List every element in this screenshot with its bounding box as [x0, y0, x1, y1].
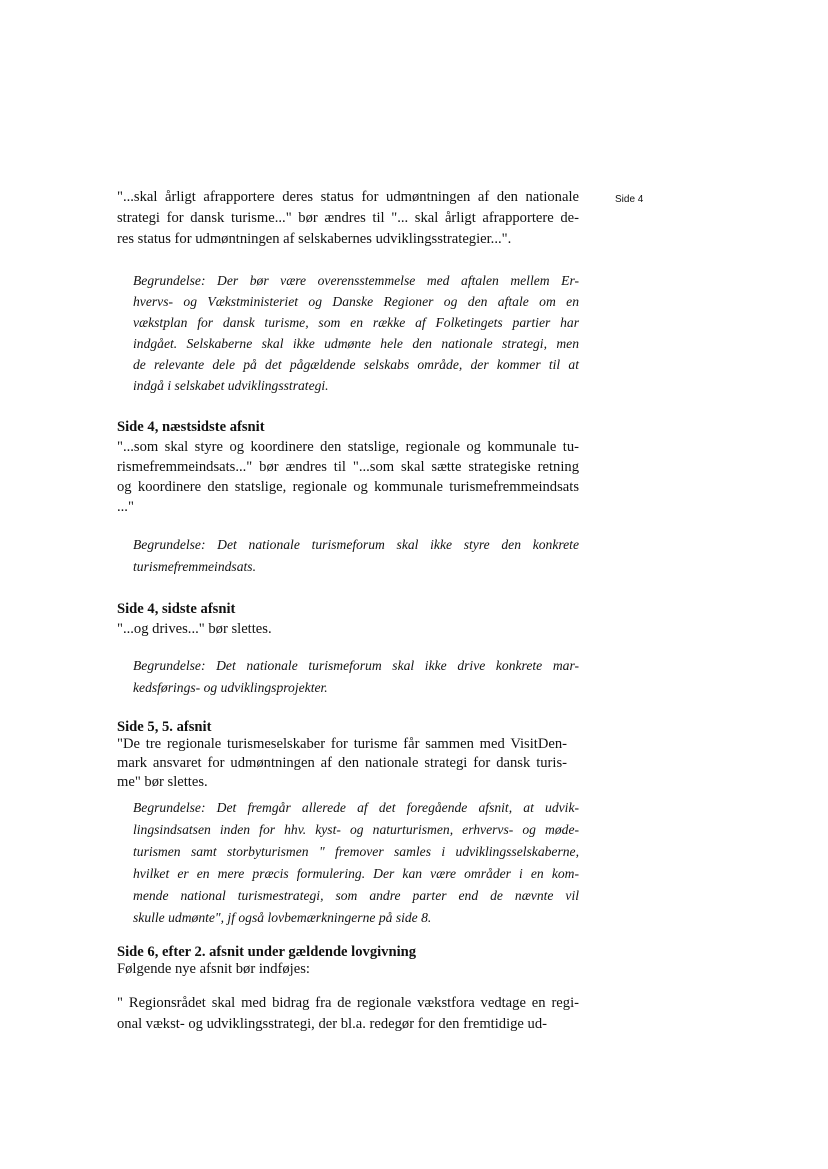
text-line: "...skal årligt afrapportere deres status for udmøntningen af den nationale [117, 189, 579, 205]
body-paragraph [117, 959, 579, 978]
justification-paragraph [133, 656, 579, 700]
text-line: Følgende nye afsnit bør indføjes: [117, 961, 310, 977]
text-line: " Regionsrådet skal med bidrag fra de regionale vækstfora vedtage en regi- [117, 995, 579, 1011]
page-number: Side 4 [615, 194, 644, 205]
body-paragraph [117, 993, 579, 1035]
body-paragraph [117, 187, 579, 250]
text-line: ..." [117, 499, 134, 515]
body-paragraph [117, 734, 567, 791]
text-line: mark ansvaret for udmøntningen af den nationale strategi for dansk turis- [117, 755, 567, 771]
text-line: Begrundelse: Det nationale turismeforum skal ikke styre den konkrete [133, 537, 579, 552]
text-line: hvervs- og Vækstministeriet og Danske Regioner og den aftale om en [133, 294, 579, 309]
text-line: me" bør slettes. [117, 774, 208, 790]
text-line: turismen samt storbyturismen " fremover samles i udviklingsselskaberne, [133, 844, 579, 859]
text-line: Begrundelse: Det nationale turismeforum skal ikke drive konkrete mar- [133, 658, 579, 673]
text-line: "De tre regionale turismeselskaber for turisme får sammen med VisitDen- [117, 736, 567, 752]
text-line: Begrundelse: Det fremgår allerede af det foregående afsnit, at udvik- [133, 800, 579, 815]
text-line: Begrundelse: Der bør være overensstemmelse med aftalen mellem Er- [133, 273, 579, 288]
text-line: strategi for dansk turisme..." bør ændres til "... skal årligt afrapportere de- [117, 210, 579, 226]
justification-paragraph [133, 798, 579, 930]
text-line: indgå i selskabet udviklingsstrategi. [133, 378, 329, 393]
justification-paragraph [133, 535, 579, 579]
text-line: indgået. Selskaberne skal ikke udmønte hele den nationale strategi, men [133, 336, 579, 351]
text-line: og koordinere den statslige, regionale og kommunale turismefremmeindsats [117, 479, 579, 495]
section-heading [117, 417, 579, 437]
section-heading [117, 599, 579, 619]
text-line: Side 4, sidste afsnit [117, 601, 236, 617]
text-line: skulle udmønte", jf også lovbemærkningerne på side 8. [133, 910, 432, 925]
text-line: lingsindsatsen inden for hhv. kyst- og naturturismen, erhvervs- og møde- [133, 822, 579, 837]
text-line: Side 5, 5. afsnit [117, 719, 212, 735]
body-paragraph [117, 437, 579, 517]
text-line: de relevante dele på det pågældende selskabs område, der kommer til at [133, 357, 579, 372]
justification-paragraph [133, 271, 579, 397]
text-line: turismefremmeindsats. [133, 559, 256, 574]
text-line: hvilket er en mere præcis formulering. Der kan være områder i en kom- [133, 866, 579, 881]
text-line: Side 6, efter 2. afsnit under gældende lovgivning [117, 944, 417, 960]
text-line: "...og drives..." bør slettes. [117, 621, 272, 637]
text-line: mende national turismestrategi, som andre parter end de nævnte vil [133, 888, 579, 903]
text-line: rismefremmeindsats..." bør ændres til "...som skal sætte strategiske retning [117, 459, 579, 475]
text-line: kedsførings- og udviklingsprojekter. [133, 680, 328, 695]
text-line: vækstplan for dansk turisme, som en række af Folketingets partier har [133, 315, 579, 330]
text-line: Side 4, næstsidste afsnit [117, 419, 265, 435]
text-line: res status for udmøntningen af selskabernes udviklingsstrategier...". [117, 231, 512, 247]
text-line: "...som skal styre og koordinere den statslige, regionale og kommunale tu- [117, 439, 579, 455]
text-line: onal vækst- og udviklingsstrategi, der bl.a. redegør for den fremtidige ud- [117, 1016, 548, 1032]
body-paragraph [117, 619, 579, 639]
